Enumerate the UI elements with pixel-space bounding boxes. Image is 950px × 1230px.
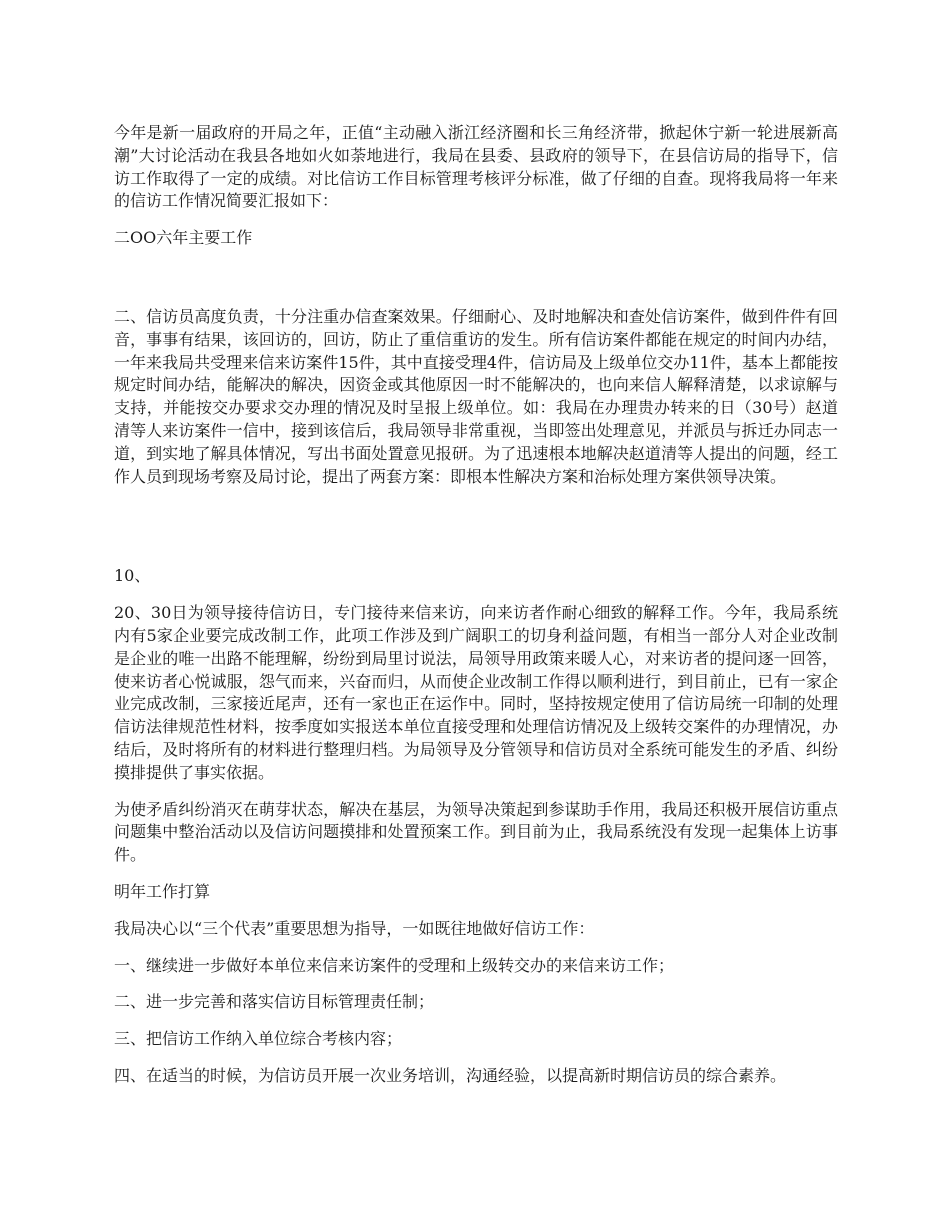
- plan-item-four: 四、在适当的时候，为信访员开展一次业务培训，沟通经验，以提高新时期信访员的综合素养。: [114, 1065, 787, 1085]
- document-body: [114, 122, 838, 1102]
- plan-item-two: 二、进一步完善和落实信访目标管理责任制；: [114, 992, 435, 1012]
- plan-item-three: 三、把信访工作纳入单位综合考核内容；: [114, 1029, 403, 1049]
- paragraph-resolution: 我局决心以“三个代表”重要思想为指导，一如既往地做好信访工作：: [114, 918, 595, 938]
- section-heading-2006: 二OO六年主要工作: [114, 228, 253, 248]
- section-heading-next-year: 明年工作打算: [114, 881, 211, 901]
- paragraph-item-two: 二、信访员高度负责，十分注重办信查案效果。仔细耐心、及时地解决和查处信访案件，做到件件有回音，事事有结果，该回访的，回访，防止了重信重访的发生。所有信访案件都能在规定的时间内办结，一年来我局共受理来信来访案件15件，其中直接受理4件，信访局及上级单位交办11件，基本上都能按规定时间办结，能解决的解决，因资金或其他原因一时不能解决的，也向来信人解释清楚，以求谅解与支持，并能按交办要求交办理的情况及时呈报上级单位。如：我局在办理贵办转来的日（30号）赵道清等人来访案件一信中，接到该信后，我局领导非常重视，当即签出处理意见，并派员与拆迁办同志一道，到实地了解具体情况，写出书面处置意见报研。为了迅速根本地解决赵道清等人提出的问题，经工作人员到现场考察及局讨论，提出了两套方案：即根本性解决方案和治标处理方案供领导决策。: [114, 306, 838, 486]
- paragraph-conflict-prevention: 为使矛盾纠纷消灭在萌芽状态，解决在基层，为领导决策起到参谋助手作用，我局还积极开展信访重点问题集中整治活动以及信访问题摸排和处置预案工作。到目前为止，我局系统没有发现一起集体上访事件。: [114, 799, 838, 865]
- plan-item-one: 一、继续进一步做好本单位来信来访案件的受理和上级转交办的来信来访工作；: [114, 955, 675, 975]
- paragraph-reception-day: 20、30日为领导接待信访日，专门接待来信来访，向来访者作耐心细致的解释工作。今年，我局系统内有5家企业要完成改制工作，此项工作涉及到广阔职工的切身利益问题，有相当一部分人对企业改制是企业的唯一出路不能理解，纷纷到局里讨说法，局领导用政策来暖人心，对来访者的提问逐一回答，使来访者心悦诚服，怨气而来，兴奋而归，从而使企业改制工作得以顺利进行，到目前止，已有一家企业完成改制，三家接近尾声，还有一家也正在运作中。同时，坚持按规定使用了信访局统一印制的处理信访法律规范性材料，按季度如实报送本单位直接受理和处理信访情况及上级转交案件的办理情况，办结后，及时将所有的材料进行整理归档。为局领导及分管领导和信访员对全系统可能发生的矛盾、纠纷摸排提供了事实依据。: [114, 603, 838, 782]
- paragraph-fragment-10: 10、: [114, 566, 151, 586]
- intro-paragraph: 今年是新一届政府的开局之年，正值“主动融入浙江经济圈和长三角经济带，掀起休宁新一轮进展新高潮”大讨论活动在我县各地如火如荼地进行，我局在县委、县政府的领导下，在县信访局的指导下，信访工作取得了一定的成绩。对比信访工作目标管理考核评分标准，做了仔细的自查。现将我局将一年来的信访工作情况简要汇报如下：: [114, 123, 838, 211]
